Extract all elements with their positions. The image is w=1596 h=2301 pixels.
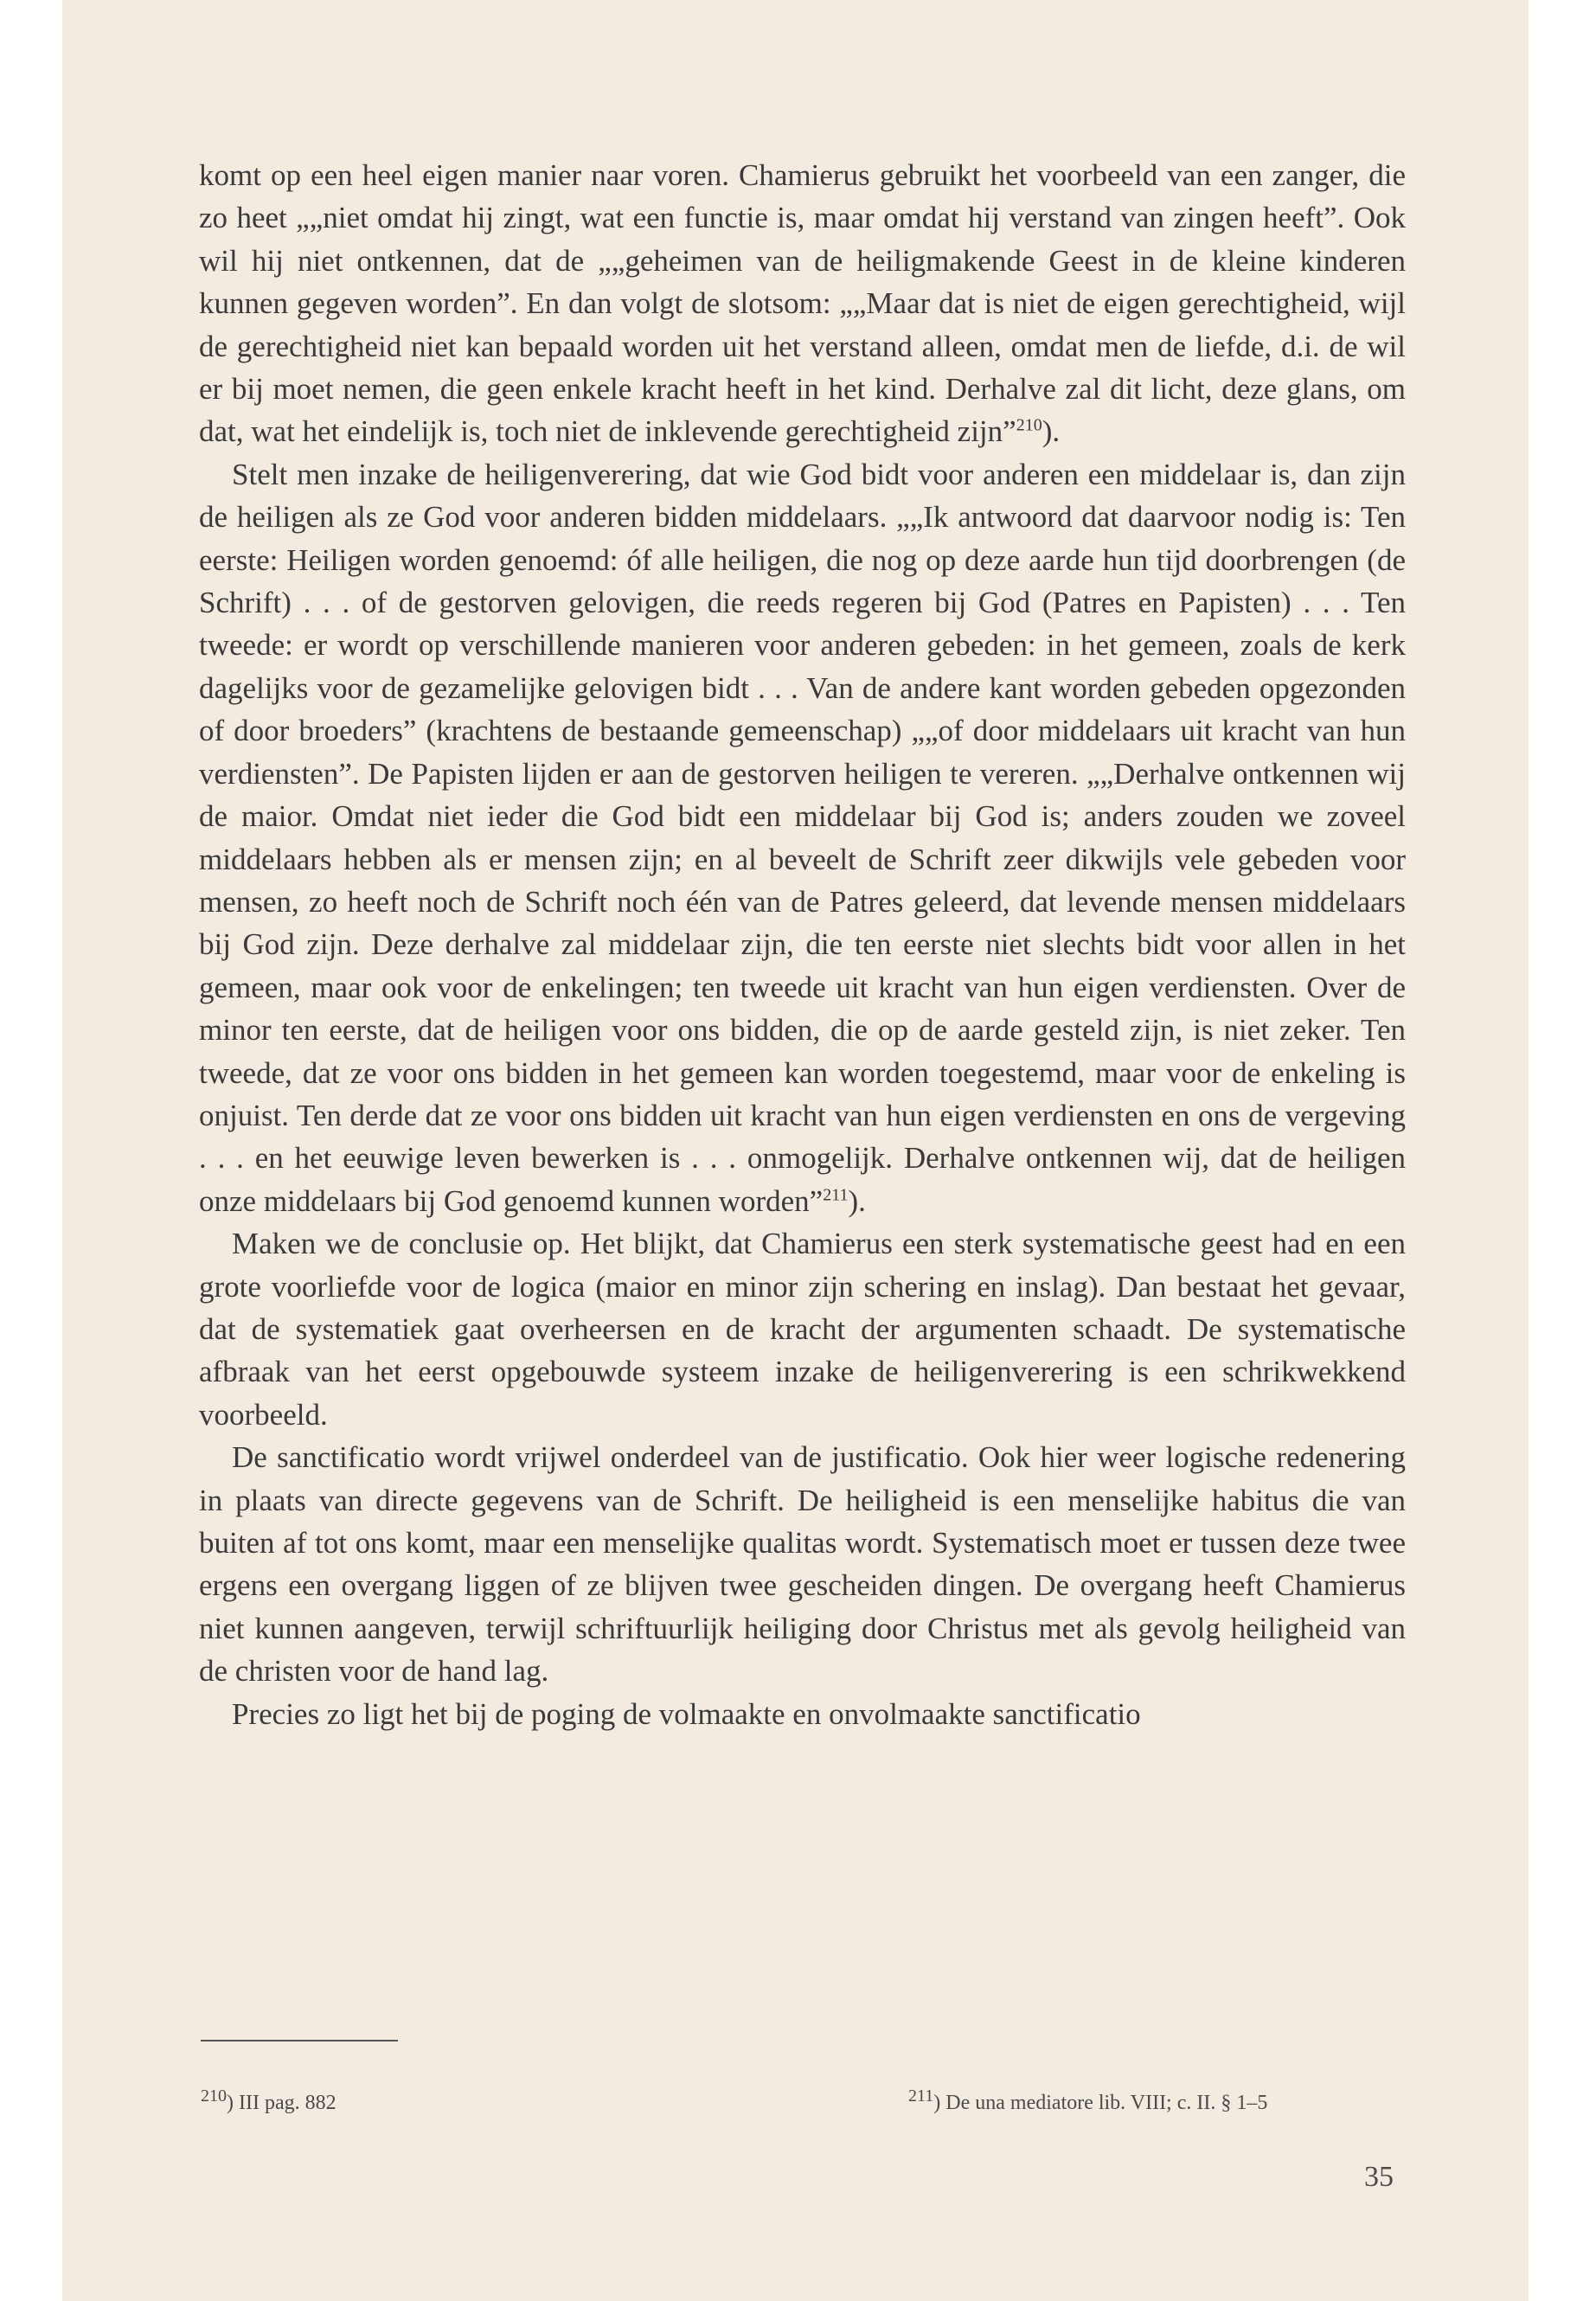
note-ref-211: 211 [823,1185,849,1205]
footnote-211 [908,2086,1268,2116]
note-ref-210: 210 [1016,415,1042,435]
closing-paren: ). [1042,414,1061,449]
paragraph-2 [199,453,1406,1222]
footnote-210 [201,2086,337,2116]
body-text [199,154,1406,1735]
paragraph-5: Precies zo ligt het bij de poging de volmaakte en onvolmaakte sanctificatio [232,1696,1141,1731]
footnote-211-text: ) De una mediatore lib. VIII; c. II. § 1–5 [933,2092,1268,2114]
paragraph-4: De sanctificatio wordt vrijwel onderdeel van de justificatio. Ook hier weer logische redenering in plaats van directe gegevens van de Schrift. De heiligheid is een menselijke habitus die van buiten af tot ons komt, maar een menselijke qualitas wordt. Systematisch moet er tussen deze twee ergens een overgang liggen of ze blijven twee gescheiden dingen. De overgang heeft Chamierus niet kunnen aangeven, terwijl schriftuurlijk heiliging door Christus met als gevolg heiligheid van de christen voor de hand lag. [199,1440,1406,1689]
paragraph-3: Maken we de conclusie op. Het blijkt, dat Chamierus een sterk systematische geest had en een grote voorliefde voor de logica (maior en minor zijn schering en inslag). Dan bestaat het gevaar, dat de systematiek gaat overheersen en de kracht der argumenten schaadt. De systematische afbraak van het eerst opgebouwde systeem inzake de heiligenverering is een schrikwekkend voorbeeld. [199,1227,1406,1432]
book-page [62,0,1529,2301]
footnote-divider [201,2040,398,2041]
footnote-210-marker: 210 [201,2086,227,2106]
paragraph-1-text: komt op een heel eigen manier naar voren. Chamierus gebruikt het voorbeeld van een zanger, die zo heet „„niet omdat hij zingt, wat een functie is, maar omdat hij verstand van zingen heeft”. Ook wil hij niet ontkennen, dat de „„geheimen van de heiligmakende Geest in de kleine kinderen kunnen gegeven worden”. En dan volgt de slotsom: „„Maar dat is niet de eigen gerechtigheid, wijl de gerechtigheid niet kan bepaald worden uit het verstand alleen, omdat men de liefde, d.i. de wil er bij moet nemen, die geen enkele kracht heeft in het kind. Derhalve zal dit licht, deze glans, om dat, wat het eindelijk is, toch niet de inklevende gerechtigheid zijn” [199,158,1406,449]
page-number: 35 [1364,2161,1394,2193]
paragraph-2-text: Stelt men inzake de heiligenverering, dat wie God bidt voor anderen een middelaar is, dan zijn de heiligen als ze God voor anderen bidden middelaars. „„Ik antwoord dat daarvoor nodig is: Ten eerste: Heiligen worden genoemd: óf alle heiligen, die nog op deze aarde hun tijd doorbrengen (de Schrift) . . . of de gestorven gelovigen, die reeds regeren bij God (Patres en Papisten) . . . Ten tweede: er wordt op verschillende manieren voor anderen gebeden: in het gemeen, zoals de kerk dagelijks voor de gezamelijke gelovigen bidt . . . Van de andere kant worden gebeden opgezonden of door broeders” (krachtens de bestaande gemeenschap) „„of door middelaars uit kracht van hun verdiensten”. De Papisten lijden er aan de gestorven heiligen te vereren. „„Derhalve ontkennen wij de maior. Omdat niet ieder die God bidt een middelaar bij God is; anders zouden we zoveel middelaars hebben als er mensen zijn; en al beveelt de Schrift zeer dikwijls vele gebeden voor mensen, zo heeft noch de Schrift noch één van de Patres geleerd, dat levende mensen middelaars bij God zijn. Deze derhalve zal middelaar zijn, die ten eerste niet slechts bidt voor allen in het gemeen, maar ook voor de enkelingen; ten tweede uit kracht van hun eigen verdiensten. Over de minor ten eerste, dat de heiligen voor ons bidden, die op de aarde gesteld zijn, is niet zeker. Ten tweede, dat ze voor ons bidden in het gemeen kan worden toegestemd, maar voor de enkeling is onjuist. Ten derde dat ze voor ons bidden uit kracht van hun eigen verdiensten en ons de vergeving . . . en het eeuwige leven bewerken is . . . onmogelijk. Derhalve ontkennen wij, dat de heiligen onze middelaars bij God genoemd kunnen worden” [199,457,1406,1218]
footnote-211-marker: 211 [908,2086,934,2106]
closing-paren: ). [848,1183,866,1218]
paragraph-1 [199,154,1406,453]
footnote-210-text: ) III pag. 882 [227,2092,337,2114]
